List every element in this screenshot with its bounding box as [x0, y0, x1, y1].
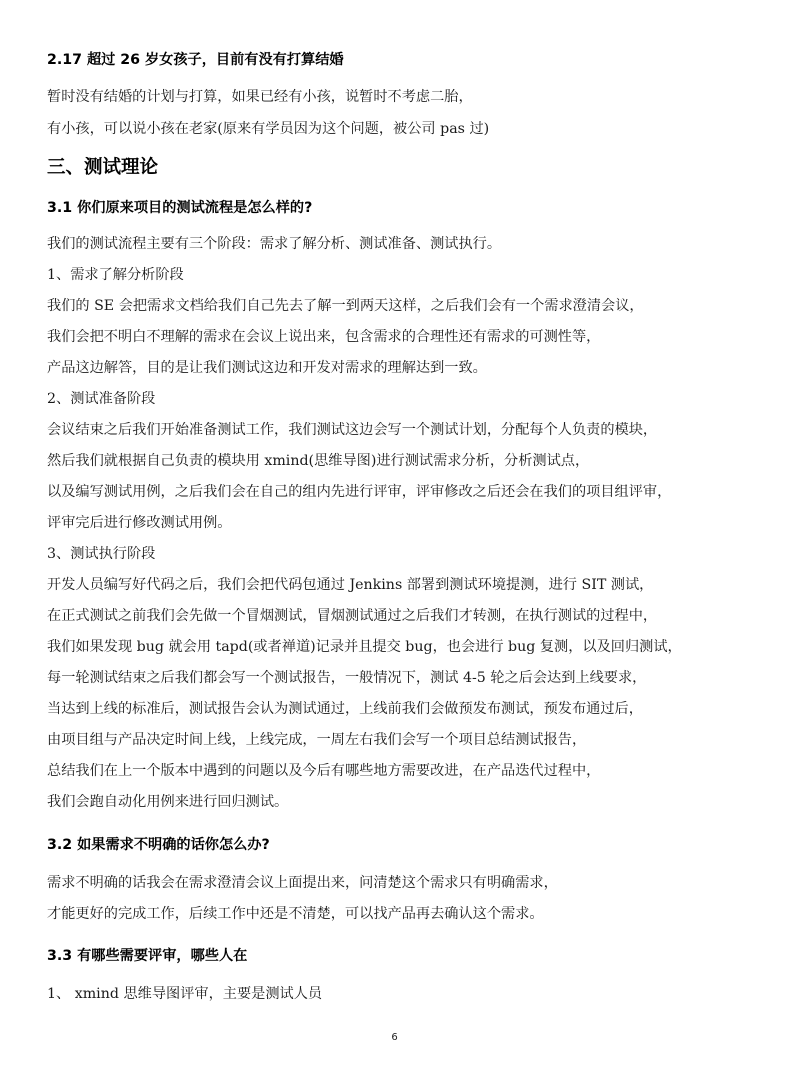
page-number: 6 — [391, 1032, 398, 1043]
paragraph-line: 每一轮测试结束之后我们都会写一个测试报告，一般情况下，测试 4-5 轮之后会达到上线要求， — [47, 670, 647, 686]
paragraph-line: 有小孩，可以说小孩在老家(原来有学员因为这个问题，被公司 pas 过) — [47, 121, 490, 137]
paragraph-line: 暂时没有结婚的计划与打算，如果已经有小孩，说暂时不考虑二胎， — [47, 89, 473, 105]
paragraph-line: 1、 xmind 思维导图评审，主要是测试人员 — [47, 986, 323, 1002]
paragraph-line: 才能更好的完成工作，后续工作中还是不清楚，可以找产品再去确认这个需求。 — [47, 906, 544, 922]
section-3-1-heading: 3.1 你们原来项目的测试流程是怎么样的? — [47, 200, 313, 216]
paragraph-line: 在正式测试之前我们会先做一个冒烟测试，冒烟测试通过之后我们才转测，在执行测试的过程中， — [47, 608, 658, 624]
section-3-2-heading: 3.2 如果需求不明确的话你怎么办? — [47, 837, 270, 853]
paragraph-line: 会议结束之后我们开始准备测试工作，我们测试这边会写一个测试计划，分配每个人负责的模块， — [47, 422, 658, 438]
paragraph-line: 由项目组与产品决定时间上线，上线完成，一周左右我们会写一个项目总结测试报告， — [47, 732, 587, 748]
stage-3-heading: 3、测试执行阶段 — [47, 546, 156, 562]
section-2-17-heading: 2.17 超过 26 岁女孩子，目前有没有打算结婚 — [47, 52, 344, 68]
stage-2-heading: 2、测试准备阶段 — [47, 391, 156, 407]
stage-1-heading: 1、需求了解分析阶段 — [47, 267, 184, 283]
chapter-3-heading: 三、测试理论 — [47, 157, 159, 178]
section-3-3-heading: 3.3 有哪些需要评审，哪些人在 — [47, 948, 248, 964]
paragraph-line: 我们的测试流程主要有三个阶段：需求了解分析、测试准备、测试执行。 — [47, 236, 502, 252]
paragraph-line: 评审完后进行修改测试用例。 — [47, 515, 232, 531]
paragraph-line: 以及编写测试用例，之后我们会在自己的组内先进行评审，评审修改之后还会在我们的项目组评审， — [47, 484, 672, 500]
paragraph-line: 然后我们就根据自己负责的模块用 xmind(思维导图)进行测试需求分析，分析测试点， — [47, 453, 590, 469]
paragraph-line: 开发人员编写好代码之后，我们会把代码包通过 Jenkins 部署到测试环境提测，进行 SIT 测试， — [47, 577, 654, 593]
paragraph-line: 当达到上线的标准后，测试报告会认为测试通过，上线前我们会做预发布测试，预发布通过后， — [47, 701, 643, 717]
paragraph-line: 我们如果发现 bug 就会用 tapd(或者禅道)记录并且提交 bug，也会进行 bug 复测，以及回归测试， — [47, 639, 682, 655]
paragraph-line: 产品这边解答，目的是让我们测试这边和开发对需求的理解达到一致。 — [47, 360, 487, 376]
paragraph-line: 我们会把不明白不理解的需求在会议上说出来，包含需求的合理性还有需求的可测性等， — [47, 329, 601, 345]
paragraph-line: 我们的 SE 会把需求文档给我们自己先去了解一到两天这样，之后我们会有一个需求澄清会议， — [47, 298, 644, 314]
paragraph-line: 我们会跑自动化用例来进行回归测试。 — [47, 794, 289, 810]
paragraph-line: 需求不明确的话我会在需求澄清会议上面提出来，问清楚这个需求只有明确需求， — [47, 875, 558, 891]
paragraph-line: 总结我们在上一个版本中遇到的问题以及今后有哪些地方需要改进，在产品迭代过程中， — [47, 763, 601, 779]
